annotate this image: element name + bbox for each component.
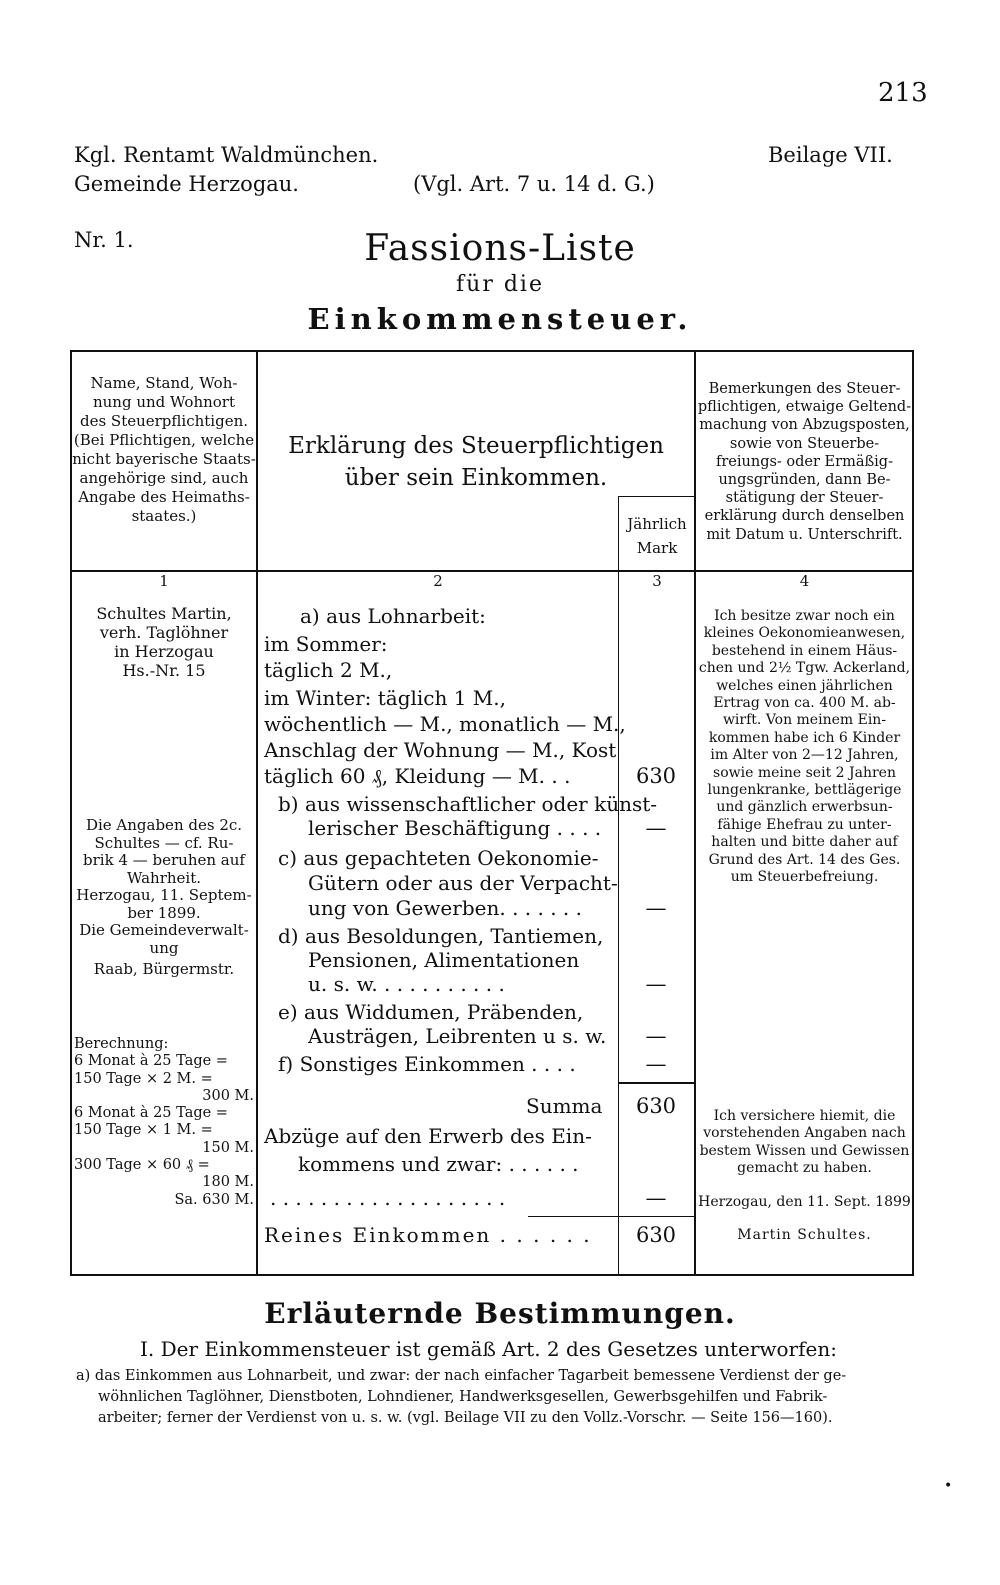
notes-paragraph-1: I. Der Einkommensteuer ist gemäß Art. 2 des Gesetzes unterworfen: bbox=[140, 1337, 837, 1361]
income-a-board: täglich 60 ₰, Kleidung — M. . . bbox=[264, 764, 571, 788]
column-4-header: Bemerkungen des Steuer- pflichtigen, etwaige Geltend- machung von Abzugsposten, sowie von Steuerbe- freiungs- oder Ermäßig- ungsgründen, dann Be- stätigung der Steuer- erklärung durch denselben mit Datum u. Unterschrift. bbox=[697, 381, 912, 543]
column-2-header: Erklärung des Steuerpflichtigen über sein Einkommen. bbox=[288, 433, 664, 491]
amount-e: — bbox=[645, 1024, 667, 1048]
column-3-header: Jährlich Mark bbox=[627, 515, 687, 557]
page-title: Fassions-Liste bbox=[364, 228, 636, 269]
income-f-line: f) Sonstiges Einkommen . . . . bbox=[278, 1052, 576, 1076]
taxpayer-entry: Schultes Martin, verh. Taglöhner in Herzogau Hs.-Nr. 15 bbox=[96, 604, 232, 680]
page-number: 213 bbox=[878, 78, 928, 108]
taxpayer-signature: Martin Schultes. bbox=[737, 1227, 872, 1243]
income-b-line1: b) aus wissenschaftlicher oder künst- bbox=[278, 792, 658, 816]
calculation: Berechnung: 6 Monat à 25 Tage = 150 Tage × 2 M. = 300 M. 6 Monat à 25 Tage = 150 Tage × 1 M. = 150 M. 300 Tage × 60 ₰ = 180 M. Sa. 630 M. bbox=[74, 1036, 254, 1208]
amount-d: — bbox=[645, 972, 667, 996]
table-right-rule bbox=[912, 350, 914, 1276]
municipal-attestation: Die Angaben des 2c. Schultes — cf. Ru- brik 4 — beruhen auf Wahrheit. Herzogau, 11. Septem- ber 1899. Die Gemeindeverwalt- ung Raab, Bürgermstr. bbox=[76, 816, 252, 978]
income-e-line2: Austrägen, Leibrenten u s. w. bbox=[308, 1024, 607, 1048]
amount-deductions: — bbox=[645, 1186, 667, 1210]
income-e-line1: e) aus Widdumen, Präbenden, bbox=[278, 1000, 584, 1024]
net-income-label: Reines Einkommen . . . . . . bbox=[264, 1223, 592, 1247]
footnote-line-3: arbeiter; ferner der Verdienst von u. s. w. (vgl. Beilage VII zu den Vollz.-Vorschr. — Seite 156—160). bbox=[98, 1410, 833, 1426]
column-number-1: 1 bbox=[159, 572, 169, 590]
list-number: Nr. 1. bbox=[74, 228, 134, 252]
amount-b: — bbox=[645, 816, 667, 840]
column-divider-3 bbox=[694, 350, 696, 1276]
amount-sum: 630 bbox=[635, 1094, 677, 1118]
income-d-line3: u. s. w. . . . . . . . . . . bbox=[308, 972, 505, 996]
table-top-rule bbox=[70, 350, 914, 352]
footnote-line-2: wöhnlichen Taglöhner, Dienstboten, Lohndiener, Handwerksgesellen, Gewerbsgehilfen und Fabrik- bbox=[98, 1389, 828, 1405]
income-a-winter: im Winter: täglich 1 M., bbox=[264, 686, 507, 710]
amount-a: 630 bbox=[635, 764, 677, 788]
deductions-line1: Abzüge auf den Erwerb des Ein- bbox=[264, 1124, 592, 1148]
amount-f: — bbox=[645, 1052, 667, 1076]
income-d-line2: Pensionen, Alimentationen bbox=[308, 948, 580, 972]
income-d-line1: d) aus Besoldungen, Tantiemen, bbox=[278, 924, 604, 948]
column-divider-2 bbox=[618, 496, 619, 1276]
legal-reference: (Vgl. Art. 7 u. 14 d. G.) bbox=[413, 172, 655, 196]
appendix-label: Beilage VII. bbox=[768, 143, 893, 167]
taxpayer-declaration: Ich versichere hiemit, die vorstehenden Angaben nach bestem Wissen und Gewissen gemacht zu haben. bbox=[699, 1108, 910, 1177]
column-number-2: 2 bbox=[433, 572, 443, 590]
income-a-lodging: Anschlag der Wohnung — M., Kost bbox=[264, 738, 617, 762]
column-1-header: Name, Stand, Woh- nung und Wohnort des Steuerpflichtigen. (Bei Pflichtigen, welche nicht bayerische Staats- angehörige sind, auch Angabe des Heimaths- staates.) bbox=[72, 374, 256, 525]
column-number-3: 3 bbox=[652, 572, 662, 590]
income-c-line3: ung von Gewerben. . . . . . . bbox=[308, 896, 582, 920]
sum-label: Summa bbox=[526, 1094, 603, 1118]
declaration-table bbox=[70, 350, 914, 1276]
income-b-line2: lerischer Beschäftigung . . . . bbox=[308, 816, 602, 840]
municipality-name: Gemeinde Herzogau. bbox=[74, 172, 299, 196]
tax-title: Einkommensteuer. bbox=[307, 302, 693, 336]
column-number-4: 4 bbox=[799, 572, 810, 590]
title-connector: für die bbox=[456, 272, 544, 297]
table-bottom-rule bbox=[70, 1274, 914, 1276]
income-c-line1: c) aus gepachteten Oekonomie- bbox=[278, 846, 599, 870]
notes-title: Erläuternde Bestimmungen. bbox=[264, 1297, 736, 1330]
income-c-line2: Gütern oder aus der Verpacht- bbox=[308, 871, 618, 895]
office-name: Kgl. Rentamt Waldmünchen. bbox=[74, 143, 379, 167]
deductions-line3: . . . . . . . . . . . . . . . . . . . bbox=[270, 1186, 506, 1210]
amount-c: — bbox=[645, 896, 667, 920]
amount-header-rule bbox=[618, 496, 695, 497]
sum-rule bbox=[618, 1082, 695, 1084]
place-date: Herzogau, den 11. Sept. 1899 bbox=[698, 1194, 911, 1210]
taxpayer-remarks: Ich besitze zwar noch ein kleines Oekonomieanwesen, bestehend in einem Häus- chen und 2½ Tgw. Ackerland, welches einen jährlichen Ertrag von ca. 400 M. ab- wirft. Von meinem Ein- kommen habe ich 6 Kinder im Alter von 2—12 Jahren, sowie meine seit 2 Jahren lungenkranke, bettlägerige und gänzlich erwerbsun- fähige Ehefrau zu unter- halten und bitte daher auf Grund des Art. 14 des Ges. um Steuerbefreiung. bbox=[698, 608, 911, 886]
deductions-line2: kommens und zwar: . . . . . . bbox=[298, 1152, 579, 1176]
footnote-line-1: a) das Einkommen aus Lohnarbeit, und zwar: der nach einfacher Tagarbeit bemessene Verdienst der ge- bbox=[76, 1368, 847, 1384]
amount-net: 630 bbox=[635, 1223, 677, 1247]
income-a-label: a) aus Lohnarbeit: bbox=[300, 604, 486, 628]
print-mark: • bbox=[944, 1478, 953, 1494]
income-a-weekly: wöchentlich — M., monatlich — M., bbox=[264, 712, 626, 736]
income-a-summer: im Sommer: bbox=[264, 632, 388, 656]
net-rule bbox=[528, 1216, 695, 1217]
income-a-summer-rate: täglich 2 M., bbox=[264, 658, 393, 682]
